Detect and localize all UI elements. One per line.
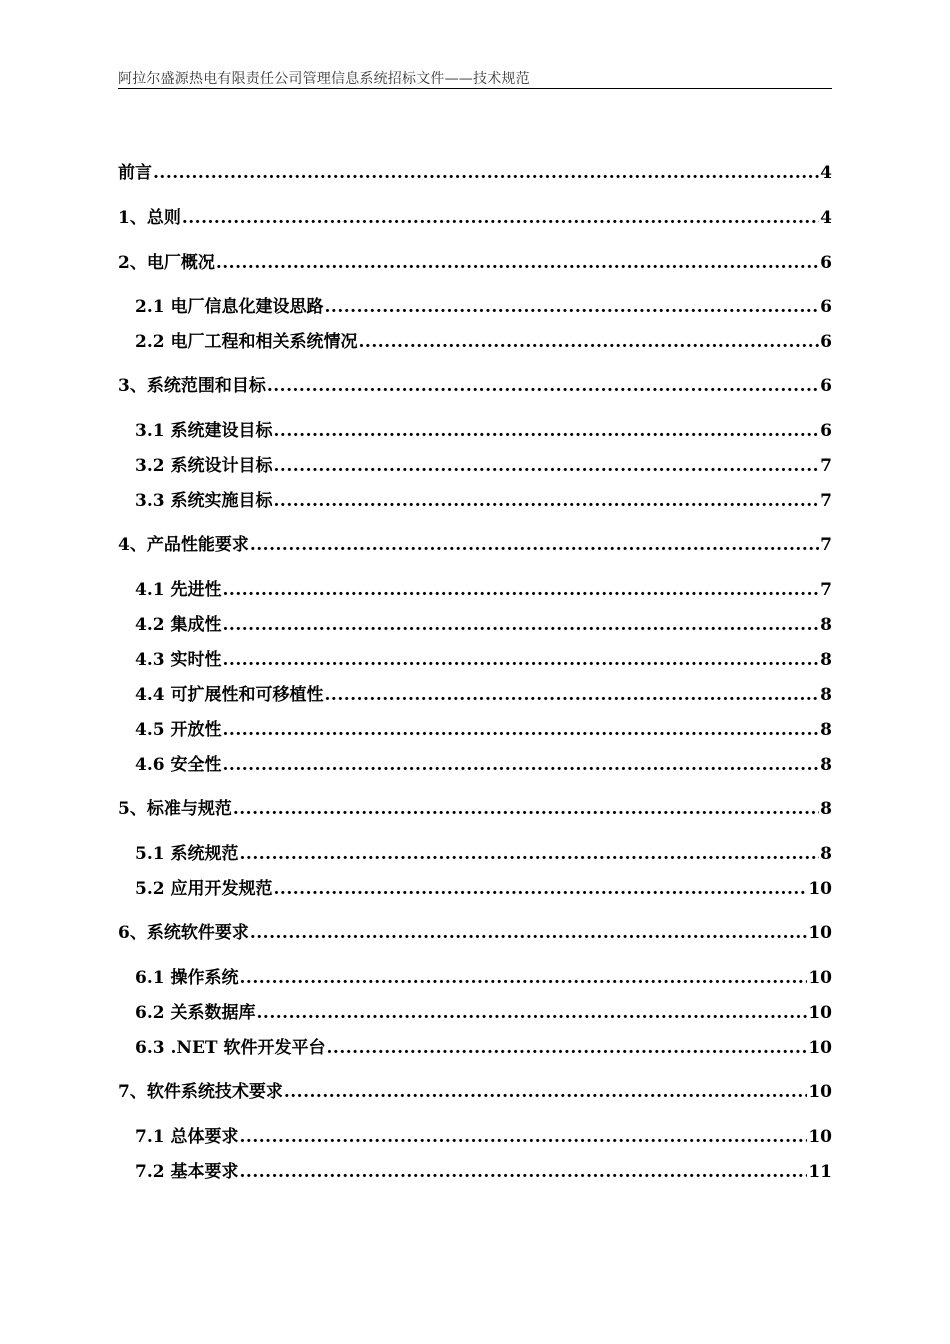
- toc-leader-dots: [284, 1080, 807, 1104]
- toc-entry-label: 4.2 集成性: [135, 615, 222, 635]
- toc-entry-label: 6.2 关系数据库: [135, 1003, 256, 1023]
- toc-entry-label: 7.1 总体要求: [135, 1127, 239, 1147]
- toc-entry[interactable]: [135, 454, 832, 478]
- toc-entry[interactable]: [135, 419, 832, 443]
- toc-entry[interactable]: [135, 877, 832, 901]
- toc-entry[interactable]: [135, 718, 832, 742]
- toc-leader-dots: [359, 330, 820, 354]
- toc-page-number: 4: [820, 163, 832, 183]
- toc-leader-dots: [233, 797, 819, 821]
- toc-entry-label: 3.1 系统建设目标: [135, 421, 273, 441]
- toc-entry[interactable]: [118, 161, 832, 185]
- toc-entry[interactable]: [135, 842, 832, 866]
- toc-page-number: 6: [820, 297, 832, 317]
- toc-page-number: 8: [820, 650, 832, 670]
- toc-page-number: 8: [820, 799, 832, 819]
- toc-leader-dots: [274, 489, 820, 513]
- toc-entry[interactable]: [135, 578, 832, 602]
- toc-leader-dots: [274, 419, 820, 443]
- toc-leader-dots: [257, 1001, 808, 1025]
- toc-page-number: 10: [808, 968, 832, 988]
- toc-page-number: 7: [820, 456, 832, 476]
- toc-entry[interactable]: [118, 921, 832, 945]
- toc-entry[interactable]: [118, 1080, 832, 1104]
- toc-leader-dots: [325, 683, 820, 707]
- toc-entry-label: 5.1 系统规范: [135, 844, 239, 864]
- toc-page-number: 6: [820, 332, 832, 352]
- toc-leader-dots: [240, 842, 820, 866]
- toc-entry[interactable]: [135, 1036, 832, 1060]
- toc-entry[interactable]: [135, 966, 832, 990]
- toc-leader-dots: [250, 533, 819, 557]
- toc-page-number: 10: [808, 1038, 832, 1058]
- toc-page-number: 8: [820, 755, 832, 775]
- toc-page-number: 11: [808, 1162, 832, 1182]
- toc-entry[interactable]: [135, 753, 832, 777]
- toc-leader-dots: [250, 921, 807, 945]
- toc-entry-label: 2.1 电厂信息化建设思路: [135, 297, 324, 317]
- toc-leader-dots: [325, 295, 820, 319]
- toc-leader-dots: [223, 578, 820, 602]
- toc-entry-label: 3.2 系统设计目标: [135, 456, 273, 476]
- toc-leader-dots: [223, 648, 820, 672]
- toc-page-number: 10: [808, 1003, 832, 1023]
- toc-entry[interactable]: [118, 374, 832, 398]
- toc-page-number: 10: [808, 879, 832, 899]
- toc-page-number: 6: [820, 253, 832, 273]
- document-title: 阿拉尔盛源热电有限责任公司管理信息系统招标文件——技术规范: [118, 71, 530, 87]
- toc-leader-dots: [240, 966, 808, 990]
- toc-entry-label: 1、总则: [118, 208, 181, 228]
- toc-entry[interactable]: [118, 206, 832, 230]
- toc-entry[interactable]: [118, 251, 832, 275]
- toc-page-number: 4: [820, 208, 832, 228]
- toc-entry[interactable]: [135, 683, 832, 707]
- toc-entry-label: 5.2 应用开发规范: [135, 879, 273, 899]
- toc-leader-dots: [240, 1125, 808, 1149]
- toc-entry[interactable]: [135, 295, 832, 319]
- toc-entry[interactable]: [135, 330, 832, 354]
- toc-page-number: 8: [820, 685, 832, 705]
- toc-entry-label: 3、系统范围和目标: [118, 376, 266, 396]
- toc-entry[interactable]: [135, 1160, 832, 1184]
- toc-leader-dots: [223, 613, 820, 637]
- toc-entry-label: 7.2 基本要求: [135, 1162, 239, 1182]
- toc-entry[interactable]: [118, 797, 832, 821]
- toc-entry-label: 4.5 开放性: [135, 720, 222, 740]
- toc-leader-dots: [240, 1160, 808, 1184]
- toc-page-number: 8: [820, 615, 832, 635]
- toc-page-number: 10: [808, 1082, 832, 1102]
- toc-page-number: 10: [808, 923, 832, 943]
- toc-entry[interactable]: [135, 648, 832, 672]
- toc-entry-label: 6.1 操作系统: [135, 968, 239, 988]
- toc-leader-dots: [267, 374, 819, 398]
- toc-entry[interactable]: [135, 1125, 832, 1149]
- toc-leader-dots: [223, 753, 820, 777]
- toc-page-number: 7: [820, 580, 832, 600]
- toc-entry-label: 2、电厂概况: [118, 253, 215, 273]
- toc-leader-dots: [182, 206, 819, 230]
- toc-entry-label: 4.3 实时性: [135, 650, 222, 670]
- toc-entry-label: 4.1 先进性: [135, 580, 222, 600]
- toc-page-number: 6: [820, 376, 832, 396]
- toc-page-number: 7: [820, 491, 832, 511]
- toc-page-number: 8: [820, 844, 832, 864]
- toc-leader-dots: [216, 251, 819, 275]
- toc-entry-label: 2.2 电厂工程和相关系统情况: [135, 332, 358, 352]
- toc-entry-label: 前言: [118, 163, 152, 183]
- toc-page-number: 6: [820, 421, 832, 441]
- toc-entry-label: 4.6 安全性: [135, 755, 222, 775]
- toc-page-number: 8: [820, 720, 832, 740]
- toc-leader-dots: [274, 877, 808, 901]
- toc-entry-label: 3.3 系统实施目标: [135, 491, 273, 511]
- toc-entry[interactable]: [135, 1001, 832, 1025]
- toc-entry[interactable]: [135, 489, 832, 513]
- toc-entry-label: 7、软件系统技术要求: [118, 1082, 283, 1102]
- toc-entry-label: 6、系统软件要求: [118, 923, 249, 943]
- toc-entry-label: 5、标准与规范: [118, 799, 232, 819]
- toc-entry-label: 6.3 .NET 软件开发平台: [135, 1038, 326, 1058]
- toc-entry-label: 4.4 可扩展性和可移植性: [135, 685, 324, 705]
- toc-leader-dots: [153, 161, 819, 185]
- toc-entry[interactable]: [118, 533, 832, 557]
- toc-entry[interactable]: [135, 613, 832, 637]
- toc-entry-label: 4、产品性能要求: [118, 535, 249, 555]
- toc-page-number: 10: [808, 1127, 832, 1147]
- toc-leader-dots: [274, 454, 820, 478]
- toc-leader-dots: [223, 718, 820, 742]
- toc-page-number: 7: [820, 535, 832, 555]
- toc-leader-dots: [326, 1036, 807, 1060]
